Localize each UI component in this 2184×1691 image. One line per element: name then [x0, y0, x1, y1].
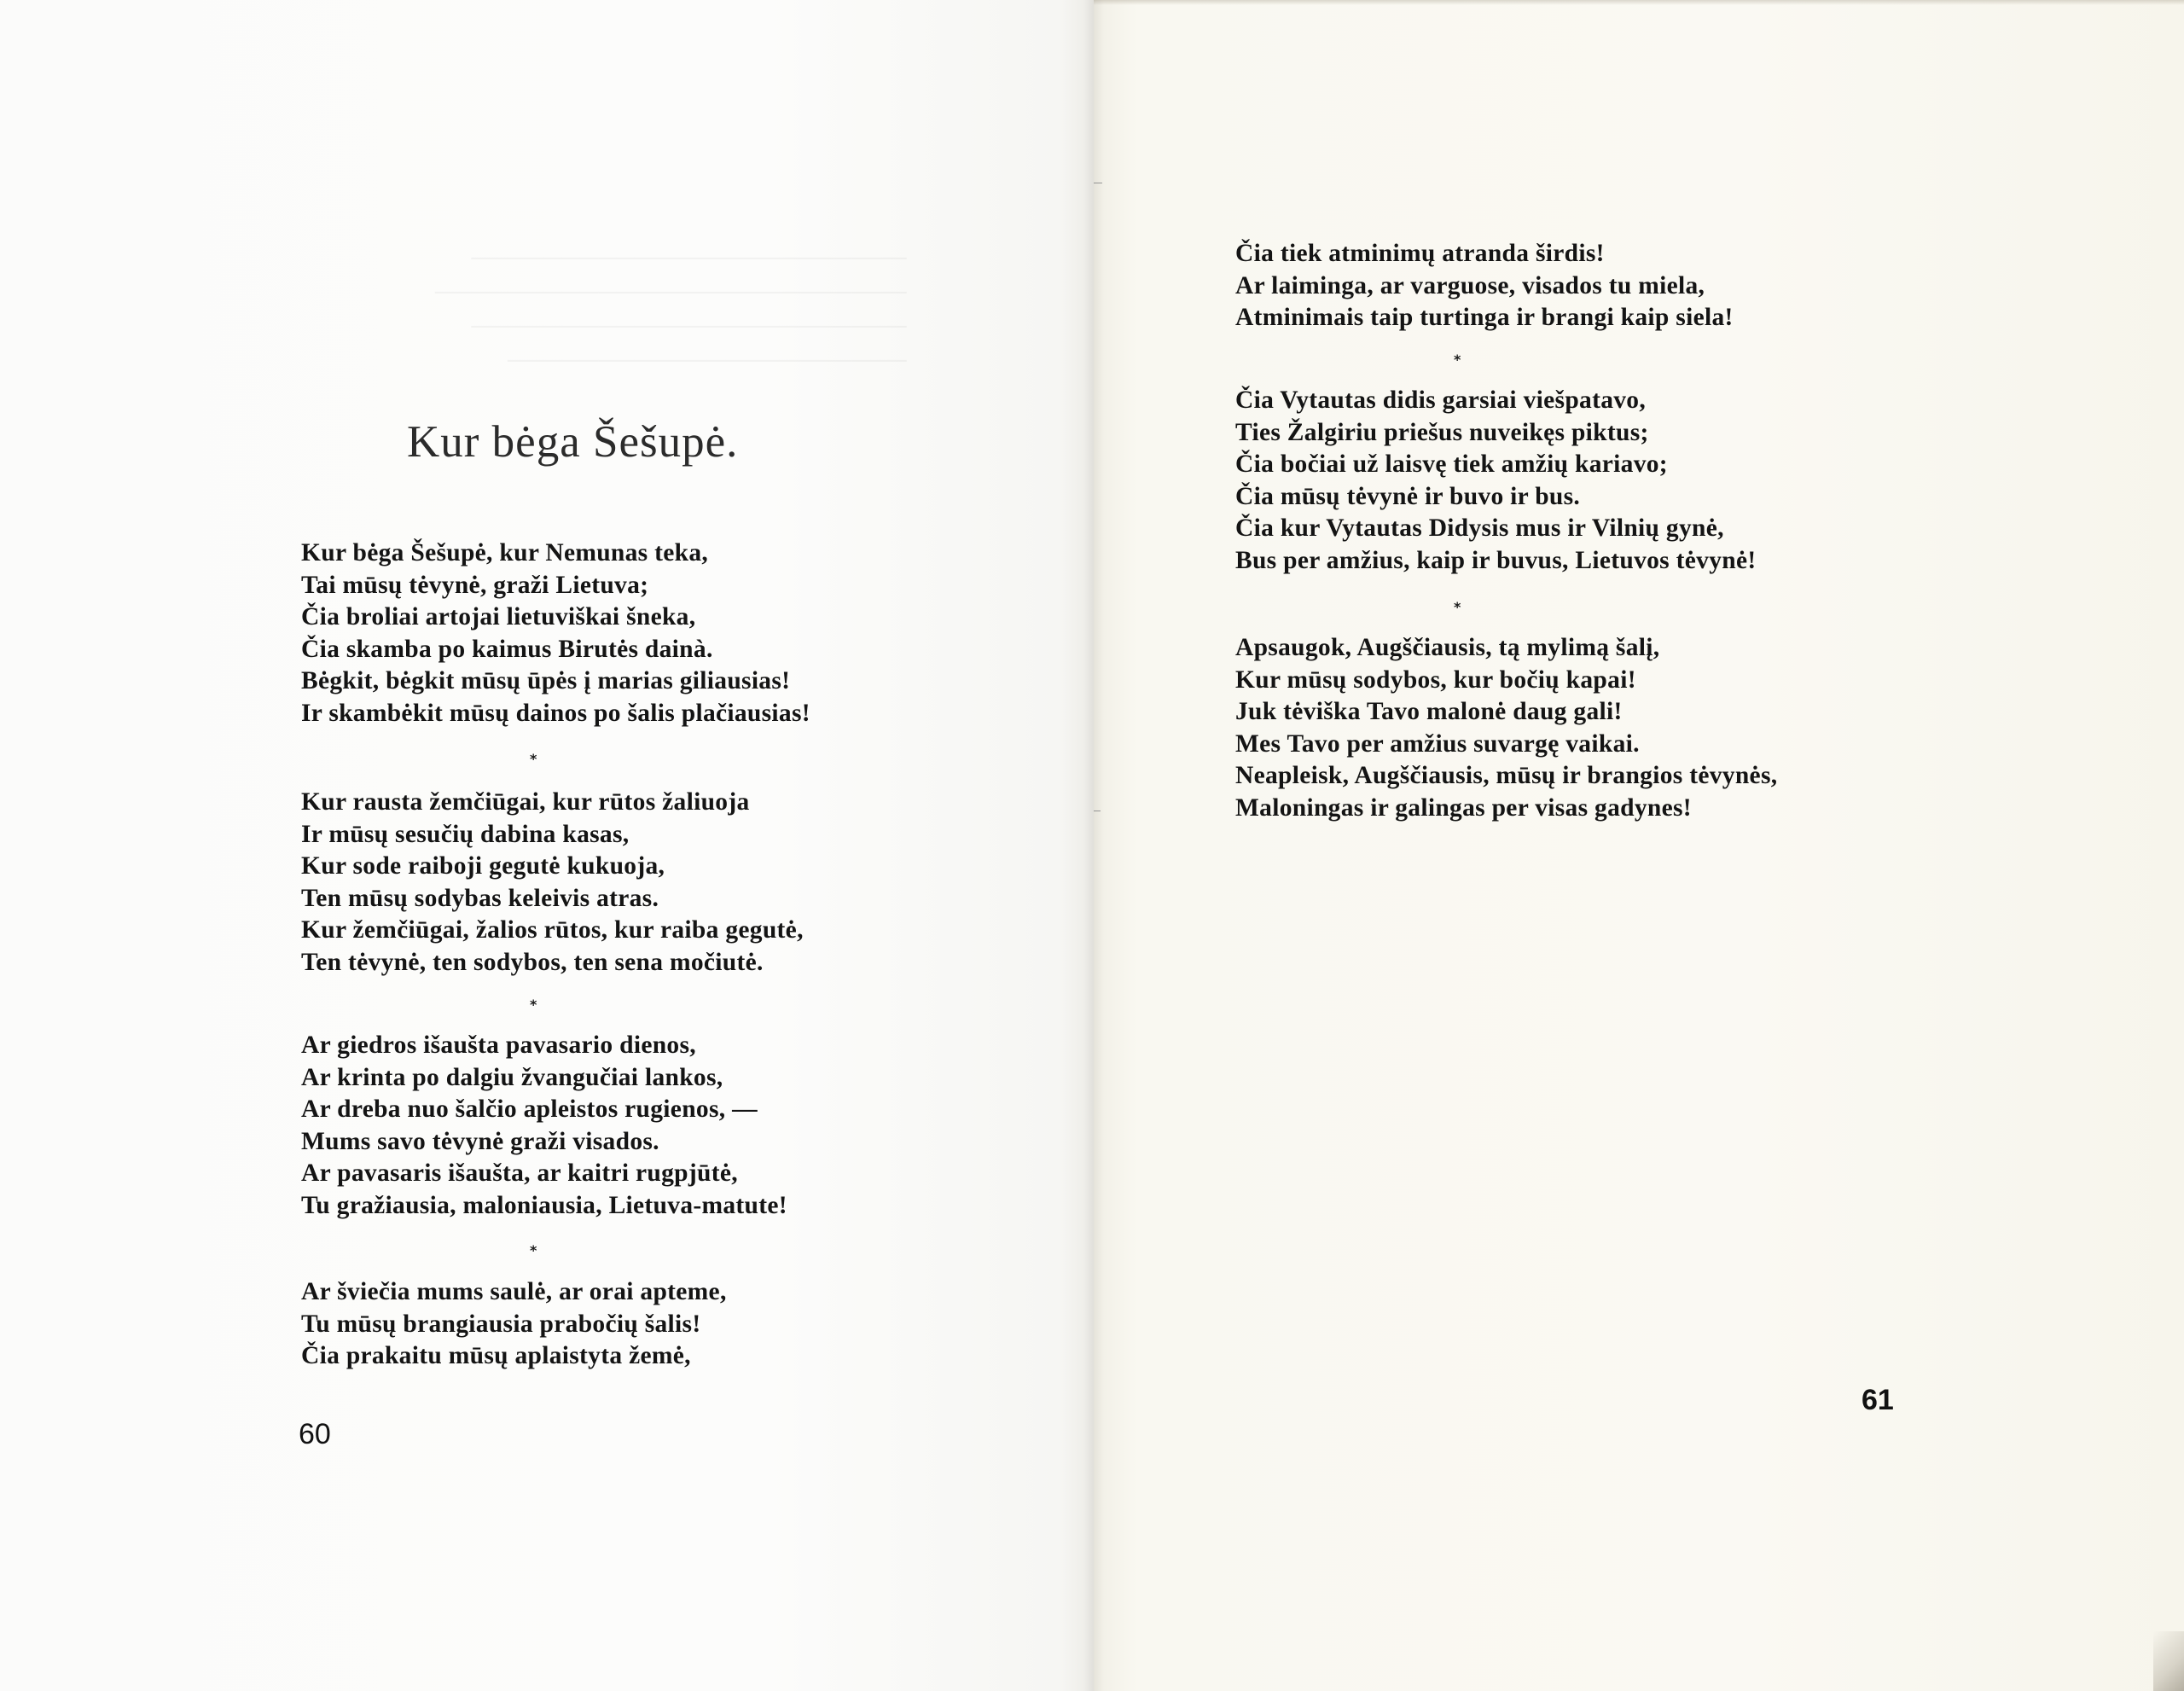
verse-line: Kur bėga Šešupė, kur Nemunas teka, — [301, 539, 709, 567]
book-gutter — [1083, 0, 1104, 1691]
verse-line: Mums savo tėvynė graži visados. — [301, 1127, 659, 1155]
verse-line: Ar dreba nuo šalčio apleistos rugienos, — — [301, 1095, 758, 1123]
stanza-separator: * — [1454, 352, 1461, 368]
verse-line: Ar laiminga, ar varguose, visados tu miela, — [1235, 271, 1705, 299]
verse-line: Ar krinta po dalgiu žvangučiai lankos, — [301, 1063, 723, 1091]
verse-line: Ten mūsų sodybas keleivis atras. — [301, 884, 659, 912]
verse-line: Kur sode raiboji gegutė kukuoja, — [301, 852, 665, 880]
verse-line: Maloningas ir galingas per visas gadynes! — [1235, 793, 1692, 822]
verse-line: Bėgkit, bėgkit mūsų ūpės į marias giliausias! — [301, 667, 791, 694]
verse-line: Tu gražiausia, maloniausia, Lietuva-matute! — [301, 1191, 787, 1219]
page-number: 61 — [1862, 1384, 1894, 1416]
stanza-3 — [1235, 632, 1777, 824]
verse-line: Bus per amžius, kaip ir buvus, Lietuvos tėvynė! — [1235, 546, 1757, 574]
verse-line: Čia kur Vytautas Didysis mus ir Vilnių gynė, — [1235, 514, 1724, 542]
verse-line: Ir skambėkit mūsų dainos po šalis plačiausias! — [301, 699, 810, 727]
verse-line: Čia Vytautas didis garsiai viešpatavo, — [1235, 386, 1647, 414]
verse-line: Čia broliai artojai lietuviškai šneka, — [301, 603, 696, 630]
verse-line: Tu mūsų brangiausia prabočių šalis! — [301, 1310, 701, 1338]
stanza-3 — [301, 1030, 787, 1222]
verse-line: Neapleisk, Augščiausis, mūsų ir brangios tėvynės, — [1235, 762, 1778, 789]
stanza-1 — [1235, 238, 1734, 334]
right-page — [1094, 0, 2184, 1691]
poem-title: Kur bėga Šešupė. — [407, 417, 739, 467]
verse-line: Ir mūsų sesučių dabina kasas, — [301, 820, 630, 848]
page-number: 60 — [299, 1418, 331, 1450]
stanza-4 — [301, 1276, 727, 1373]
verse-line: Kur žemčiūgai, žalios rūtos, kur raiba gegutė, — [301, 916, 804, 944]
verse-line: Apsaugok, Augščiausis, tą mylimą šalį, — [1235, 634, 1660, 661]
stanza-separator: * — [1454, 599, 1461, 615]
verse-line: Kur rausta žemčiūgai, kur rūtos žaliuoja — [301, 788, 750, 816]
stanza-separator: * — [530, 751, 537, 767]
verse-line: Čia tiek atminimų atranda širdis! — [1235, 240, 1605, 267]
verse-line: Čia mūsų tėvynė ir buvo ir bus. — [1235, 482, 1581, 510]
verse-line: Čia prakaitu mūsų aplaistyta žemė, — [301, 1342, 691, 1369]
verse-line: Mes Tavo per amžius suvargę vaikai. — [1235, 729, 1640, 758]
verse-line: Ar pavasaris išaušta, ar kaitri rugpjūtė, — [301, 1159, 738, 1187]
verse-line: Čia skamba po kaimus Birutės dainà. — [301, 635, 713, 663]
verse-line: Ar šviečia mums saulė, ar orai apteme, — [301, 1278, 727, 1305]
show-through-text — [435, 241, 907, 378]
verse-line: Ten tėvynė, ten sodybos, ten sena močiutė. — [301, 948, 764, 976]
verse-line: Juk tėviška Tavo malonė daug gali! — [1235, 698, 1623, 725]
stanza-2 — [1235, 385, 1756, 577]
stanza-2 — [301, 787, 804, 979]
verse-line: Ar giedros išaušta pavasario dienos, — [301, 1031, 696, 1059]
stanza-separator: * — [530, 1242, 537, 1258]
verse-line: Ties Žalgiriu priešus nuveikęs piktus; — [1235, 418, 1649, 446]
verse-line: Atminimais taip turtinga ir brangi kaip siela! — [1235, 304, 1734, 331]
stanza-separator: * — [530, 997, 537, 1013]
verse-line: Kur mūsų sodybos, kur bočių kapai! — [1235, 665, 1636, 694]
stanza-1 — [301, 538, 810, 729]
verse-line: Čia bočiai už laisvę tiek amžių kariavo; — [1235, 450, 1668, 478]
verse-line: Tai mūsų tėvynė, graži Lietuva; — [301, 571, 649, 599]
page-edge — [1094, 0, 2184, 5]
page-corner-wear — [2153, 1631, 2184, 1691]
